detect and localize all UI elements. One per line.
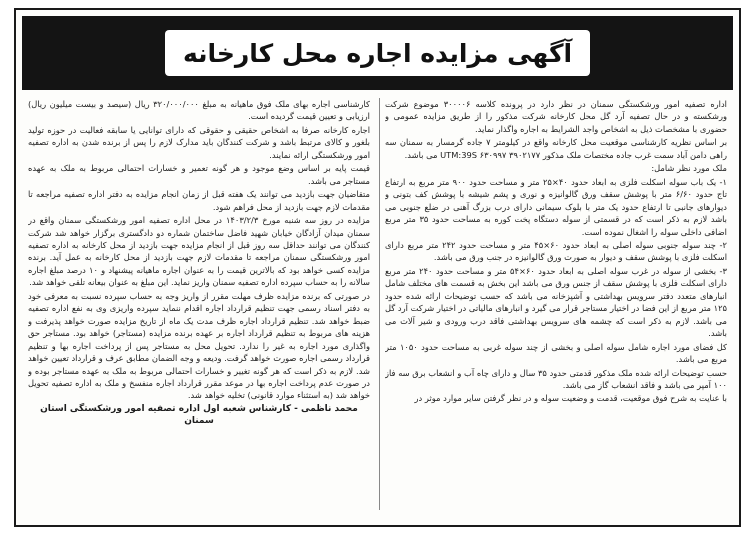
notice-header (22, 16, 733, 90)
paragraph: با عنایت به شرح فوق موقعیت، قدمت و وضعیت سوله و در نظر گرفتن سایر موارد موثر در (414, 393, 727, 404)
left-text-column (28, 98, 370, 516)
right-text-column (385, 98, 727, 516)
paragraph: بر اساس نظریه کارشناسی موقعیت محل کارخانه واقع در کیلومتر ۷ جاده گرمسار به سمنان سه راهی دامن آباد سمت غرب جاده مختصات ملک مذکور UTM:39S ۶۳۰۹۹۷ ۳۹۰۲۱۷۷ می باشد. (385, 137, 727, 160)
paragraph: در صورتی که برنده مزایده ظرف مهلت مقرر از واریز وجه به حساب سپرده نسبت به معرفی خود به دفتر اسناد رسمی جهت تنظیم قرارداد اجاره اقدام ننماید سپرده واریزی وی به نفع اداره تصفیه ضبط خواهد شد. تنظیم قرارداد اجاره ظرف مدت یک ماه از تاریخ مزایده صورت خواهد پذیرفت و هزینه های مربوط به تنظیم قرارداد اجاره بر عهده برنده مزایده (مستاجر) خواهد بود. مستاجر حق واگذاری مورد اجاره به غیر را ندارد. تحویل محل به مستاجر پس از پرداخت اجاره بها و تنظیم قرارداد رسمی اجاره صورت خواهد گرفت. ودیعه و وجه الضمان مطابق عرف و قرارداد تعیین خواهد شد. لازم به ذکر است که هر گونه تغییر و خسارات احتمالی مربوط به ملک به عهده مستاجر بوده و در صورت عدم پرداخت اجاره بها در موعد مقرر قرارداد اجاره منفسخ و ملک به اداره تصفیه تحویل خواهد شد (به استثناء موارد قانونی) تخلیه خواهد شد. (28, 290, 370, 401)
column-divider (379, 98, 380, 510)
paragraph: ۱- یک باب سوله اسکلت فلزی به ابعاد حدود ۴۰×۲۵ متر و مساحت حدود ۹۰۰ متر مربع به ارتفاع تاج حدود ۶/۶۰ متر با پوشش سقف ورق گالوانیزه و نوری و پشم شیشه با پوشش کف بتونی و دیوارهای جانبی تا ارتفاع حدود یک متر با بلوک سیمانی دارای درب بزرگ آهنی در ضلع جنوبی می باشد لازم به ذکر است که در قسمتی از سوله دستگاه پخت کوره به مساحت حدود ۳۵ متر مربع اضافی داخلی سوله را اشغال نموده است. (385, 176, 727, 237)
paragraph: قیمت پایه بر اساس وضع موجود و هر گونه تعمیر و خسارات احتمالی مربوط به ملک به عهده مستاجر می باشد. (28, 163, 370, 186)
paragraph: ۳- بخشی از سوله در غرب سوله اصلی به ابعاد حدود ۶۰×۵۴ متر و مساحت حدود ۲۴۰ متر مربع دارای اسکلت فلزی با پوشش سقف از جنس ورق می باشد این بخش به قسمت های مختلف شامل انبارهای متعدد دفتر سرویس بهداشتی و آشپزخانه می باشد که حسب توضیحات ارائه شده حدود ۱۲۵ متر مربع از این فضا در اختیار مستاجر قرار می گیرد و انبارهای مالیاتی در اختیار شرکت آرد گل می باشد. لازم به ذکر است که چشمه های سرویس بهداشتی فاقد درب ورودی و شیر آلات می باشد. (385, 265, 727, 339)
auction-notice (14, 8, 741, 527)
paragraph: کارشناسی اجاره بهای ملک فوق ماهیانه به مبلغ ۳۲۰/۰۰۰/۰۰۰ ریال (سیصد و بیست میلیون ریال) ارزیابی و تعیین قیمت گردیده است. (28, 99, 370, 122)
title-box (165, 30, 590, 76)
paragraph: ملک مورد نظر شامل: (651, 163, 727, 174)
paragraph: متقاضیان جهت بازدید می توانند یک هفته قبل از زمان انجام مزایده به دفتر اداره تصفیه مراجعه تا مقدمات لازم جهت بازدید از محل فراهم شود. (28, 189, 370, 212)
paragraph: اجاره کارخانه صرفا به اشخاص حقیقی و حقوقی که دارای توانایی یا سابقه فعالیت در حوزه تولید بلغور و کالای مرتبط باشد و شرکت کنندگان باید مدارک لازم را پس از برنده شدن به اداره تصفیه امور ورشکستگی ارائه نمایند. (28, 124, 370, 160)
signature: محمد ناظمی - کارشناس شعبه اول اداره تصفیه امور ورشکستگی استان سمنان (40, 403, 358, 427)
paragraph: مزایده در روز سه شنبه مورخ ۱۴۰۳/۲/۳ در محل اداره تصفیه امور ورشکستگی سمنان واقع در سمنان میدان آزادگان خیابان شهید فاضل ساختمان شماره دو دادگستری برگزار خواهد شد شرکت کنندگان می توانند حداقل سه روز قبل از انجام مزایده جهت بازدید از محل کارخانه به اداره تصفیه امور ورشکستگی سمنان مراجعه تا مقدمات لازم جهت بازدید از محل کارخانه به عمل آید. برنده مزایده کسی خواهد بود که بالاترین قیمت را به عنوان اجاره ماهیانه پیشنهاد و ۱۰ درصد مبلغ اجاره سالانه را به حساب سپرده اداره تصفیه سمنان واریز نماید. این مبلغ به عنوان بیعانه تلقی خواهد شد. (28, 215, 370, 288)
paragraph: ۲- چند سوله جنوبی سوله اصلی به ابعاد حدود ۶۰×۴۵ متر و مساحت حدود ۲۴۲ متر مربع دارای اسکلت فلزی با پوشش سقف و دیوار به صورت ورق گالوانیزه در جنب ورق می باشد. (385, 239, 727, 263)
paragraph: حسب توضیحات ارائه شده ملک مذکور قدمتی حدود ۳۵ سال و دارای چاه آب و انشعاب برق سه فاز ۱۰۰ آمپر می باشد و فاقد انشعاب گاز می باشد. (385, 367, 727, 390)
paragraph: اداره تصفیه امور ورشکستگی سمنان در نظر دارد در پرونده کلاسه ۳۰۰۰۰۶ موضوع شرکت ورشکسته و در حال تصفیه آرد گل محل کارخانه شرکت مذکور را از طریق مزایده عمومی و حضوری با مشخصات ذیل به اشخاص واجد الشرایط به اجاره واگذار نماید. (385, 99, 727, 134)
notice-title: آگهی مزایده اجاره محل کارخانه (182, 38, 573, 68)
paragraph: کل فضای مورد اجاره شامل سوله اصلی و بخشی از چند سوله غربی به مساحت حدود ۱۰۵۰ متر مربع می باشد. (385, 341, 727, 365)
